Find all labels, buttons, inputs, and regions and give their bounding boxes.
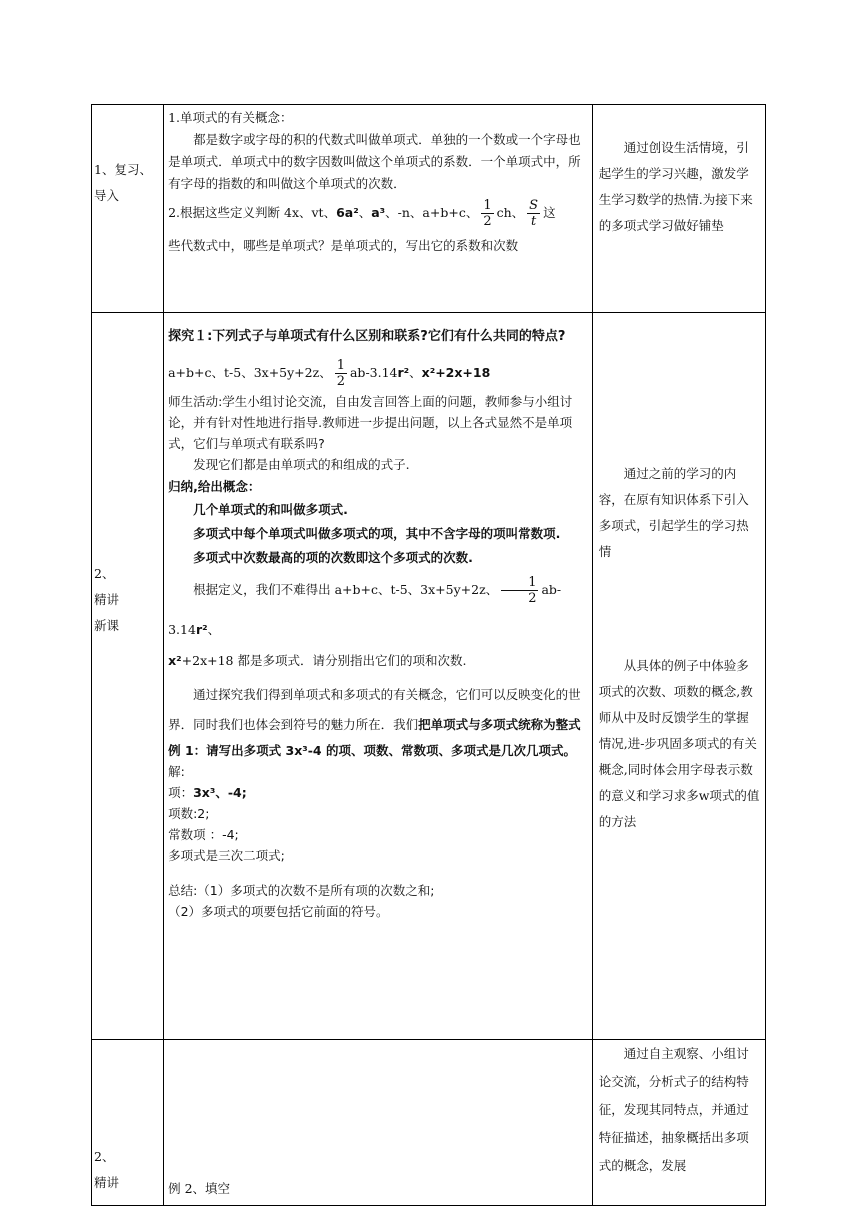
discovery-text: 发现它们都是由单项式的和组成的式子. [193, 457, 410, 472]
summary-point-1: 总结:（1）多项式的次数不是所有项的次数之和; [168, 883, 435, 898]
integral-expression-text: 通过探究我们得到单项式和多项式的有关概念，它们可以反映变化的世界．同时我们也体会到符号的魅力所在．我们把单项式与多项式统称为整式 [168, 687, 581, 732]
solution-constant: 常数项 ：-4; [168, 827, 239, 842]
lecture-content-cell [164, 313, 593, 1040]
teacher-student-activity: 师生活动:学生小组讨论交流，自由发言回答上面的问题，教师参与小组讨论，并有针对性地进行指导.教师进一步提出问题，以上各式显然不是单项式，它们与单项式有联系吗? [168, 394, 573, 451]
lecture-continued-content-cell [164, 1040, 593, 1206]
lecture-label: 2、 精讲 新课 [94, 566, 120, 633]
monomial-question: 2.根据这些定义判断 4x、vt、6a²、a³、-n、a+b+c、 $\frac{1}{2}$ ch、 $\frac{S}{t}$ 这 [168, 198, 556, 229]
degree-concept: 多项式中次数最高的项的次数即这个多项式的次数. [193, 550, 473, 565]
derivation-tail: x²+2x+18 都是多项式．请分别指出它们的项和次数. [168, 653, 467, 668]
solution-terms: 项：3x³、-4; [168, 785, 247, 800]
lecture-note-1: 通过之前的学习的内容，在原有知识体系下引入多项式，引起学生的学习热情 [598, 466, 749, 559]
lesson-plan-table [91, 104, 766, 1206]
solution-label: 解: [168, 764, 185, 779]
lecture-continued-label: 2、 精讲 [94, 1149, 120, 1190]
review-title: 1.单项式的有关概念： [168, 110, 293, 125]
lecture-row [92, 313, 766, 1040]
lecture-continued-row [92, 1040, 766, 1206]
review-row [92, 105, 766, 313]
solution-type: 多项式是三次二项式; [168, 848, 285, 863]
fraction-s-over-t: $\frac{S}{t}$ [529, 198, 539, 229]
lecture-continued-note-cell [592, 1040, 765, 1206]
review-content-cell [164, 105, 593, 313]
review-label-cell [92, 105, 164, 313]
lecture-label-cell [92, 313, 164, 1040]
lecture-note-2: 从具体的例子中体验多项式的次数、项数的概念,教师从中及时反馈学生的掌握情况,进-步巩固多项式的有关概念,同时体会用字母表示数的意义和学习求多w项式的值的方法 [598, 658, 760, 829]
monomial-definition: 都是数字或字母的积的代数式叫做单项式．单独的一个数或一个字母也是单项式．单项式中的数字因数叫做这个单项式的系数．一个单项式中，所有字母的指数的和叫做这个单项式的次数． [168, 132, 581, 191]
monomial-question-tail: 些代数式中，哪些是单项式？是单项式的，写出它的系数和次数 [168, 238, 519, 253]
derivation-text: 根据定义，我们不难得出 a+b+c、t-5、3x+5y+2z、 $\frac{1}{2}$ ab-3.14r²、 [168, 575, 562, 637]
review-note: 通过创设生活情境，引起学生的学习兴趣，激发学生学习数学的热情.为接下来的多项式学习做好铺垫 [598, 140, 753, 233]
lecture-continued-note: 通过自主观察、小组讨论交流，分析式子的结构特征，发现其同特点，并通过特征描述，抽象概括出多项式的概念，发展 [598, 1046, 749, 1173]
term-concept: 多项式中每个单项式叫做多项式的项，其中不含字母的项叫常数项. [193, 526, 561, 541]
summary-title: 归纳,给出概念： [168, 479, 261, 494]
fraction-half: $\frac{1}{2}$ [501, 575, 538, 606]
lecture-note-cell [592, 313, 765, 1040]
example-1: 例 1：请写出多项式 3x³-4 的项、项数、常数项、多项式是几次几项式。 [168, 743, 576, 758]
explore-question: 探究１:下列式子与单项式有什么区别和联系?它们有什么共同的特点? [168, 329, 566, 344]
polynomial-examples: a+b+c、t-5、3x+5y+2z、 $\frac{1}{2}$ ab-3.14r²、x²+2x+18 [168, 358, 491, 389]
summary-point-2: （2）多项式的项要包括它前面的符号。 [168, 904, 389, 919]
fraction-half: $\frac{1}{2}$ [483, 198, 492, 229]
review-note-cell [592, 105, 765, 313]
review-label: 1、复习、 导入 [94, 162, 152, 203]
solution-term-count: 项数:2; [168, 806, 210, 821]
fraction-half: $\frac{1}{2}$ [336, 358, 345, 389]
lecture-continued-label-cell [92, 1040, 164, 1206]
polynomial-concept: 几个单项式的和叫做多项式. [193, 502, 348, 517]
example-2: 例 2、填空 [168, 1181, 231, 1196]
